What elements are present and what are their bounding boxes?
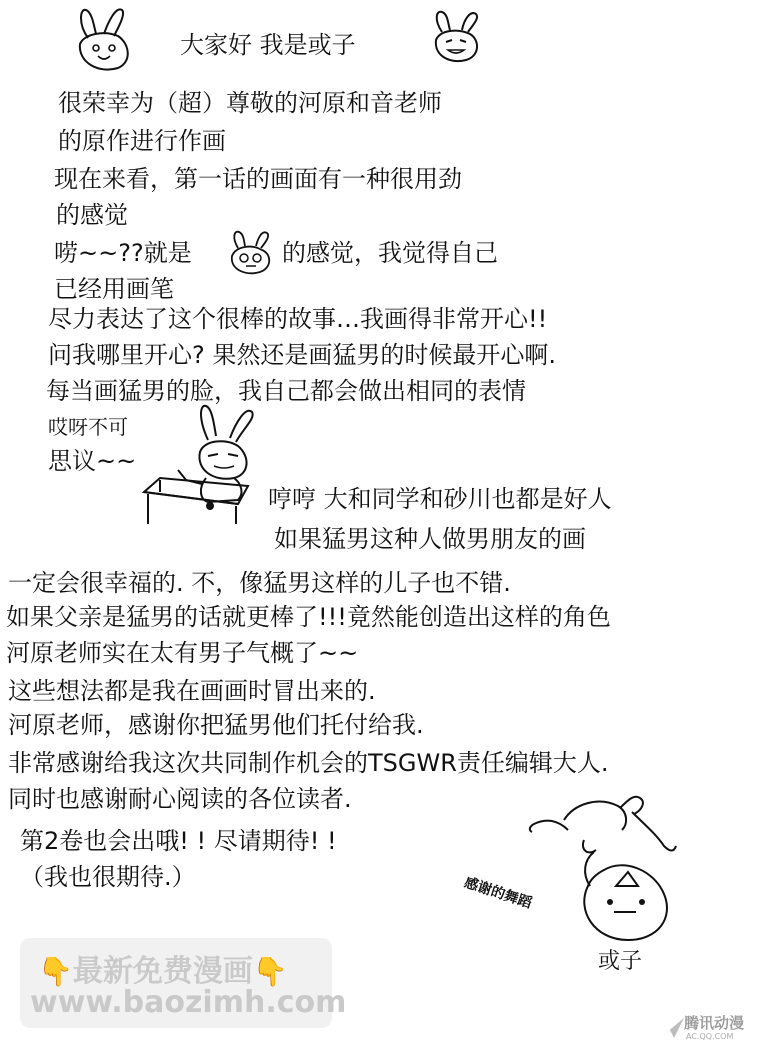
watermark-title [38,946,288,990]
letter-line: 尽力表达了这个很棒的故事…我画得非常开心!! [48,305,548,333]
tencent-logo-url: AC.QQ.COM [686,1032,734,1041]
bird-logo-icon [658,1016,686,1042]
letter-line: 如果猛男这种人做男朋友的画 [274,525,586,553]
author-signature: 或子 [598,949,643,974]
letter-line: 河原老师实在太有男子气概了~~ [6,639,359,667]
letter-line: 的感觉，我觉得自己 [282,239,498,267]
letter-line: 的原作进行作画 [58,127,226,155]
letter-line: 很荣幸为（超）尊敬的河原和音老师 [58,89,442,117]
letter-line: 现在来看，第一话的画面有一种很用劲 [54,165,462,193]
tencent-comics-logo [656,1012,768,1048]
thank-you-dance-doodle [524,790,694,950]
bunny-face-doodle-inline [226,230,276,274]
letter-line: 同时也感谢耐心阅读的各位读者. [8,785,352,813]
letter-line: 如果父亲是猛男的话就更棒了!!!竟然能创造出这样的角色 [6,603,611,631]
letter-line: 第2卷也会出哦! ! 尽请期待! ! [20,827,337,855]
letter-line: 思议~~ [48,447,137,475]
letter-line: 唠~~??就是 [54,239,192,267]
pointing-down-hand-icon: 👇 [38,955,73,988]
watermark-text: 最新免费漫画 [72,954,253,989]
artist-at-desk-doodle [138,400,268,530]
letter-line: 每当画猛男的脸，我自己都会做出相同的表情 [46,377,526,405]
letter-line: 已经用画笔 [54,275,174,303]
letter-line: 一定会很幸福的. 不，像猛男这样的儿子也不错. [8,569,511,597]
letter-line: 河原老师，感谢你把猛男他们托付给我. [8,711,424,739]
letter-line: 这些想法都是我在画画时冒出来的. [8,677,376,705]
bunny-face-doodle-left [68,4,138,74]
dance-caption: 感谢的舞蹈 [462,874,534,912]
tencent-logo-name: 腾讯动漫 [684,1014,745,1032]
letter-line: （我也很期待.） [20,863,196,891]
letter-line: 问我哪里开心? 果然还是画猛男的时候最开心啊. [48,341,556,369]
pointing-down-hand-icon: 👇 [252,955,288,988]
watermark-url: www.baozimh.com [30,985,347,1020]
greeting-title: 大家好 我是或子 [180,31,356,59]
bunny-face-doodle-right [428,8,484,64]
letter-line: 非常感谢给我这次共同制作机会的TSGWR责任编辑大人. [8,749,609,777]
letter-line: 的感觉 [56,201,128,229]
letter-line: 哎呀不可 [48,415,128,439]
letter-line: 哼哼 大和同学和砂川也都是好人 [268,485,612,513]
